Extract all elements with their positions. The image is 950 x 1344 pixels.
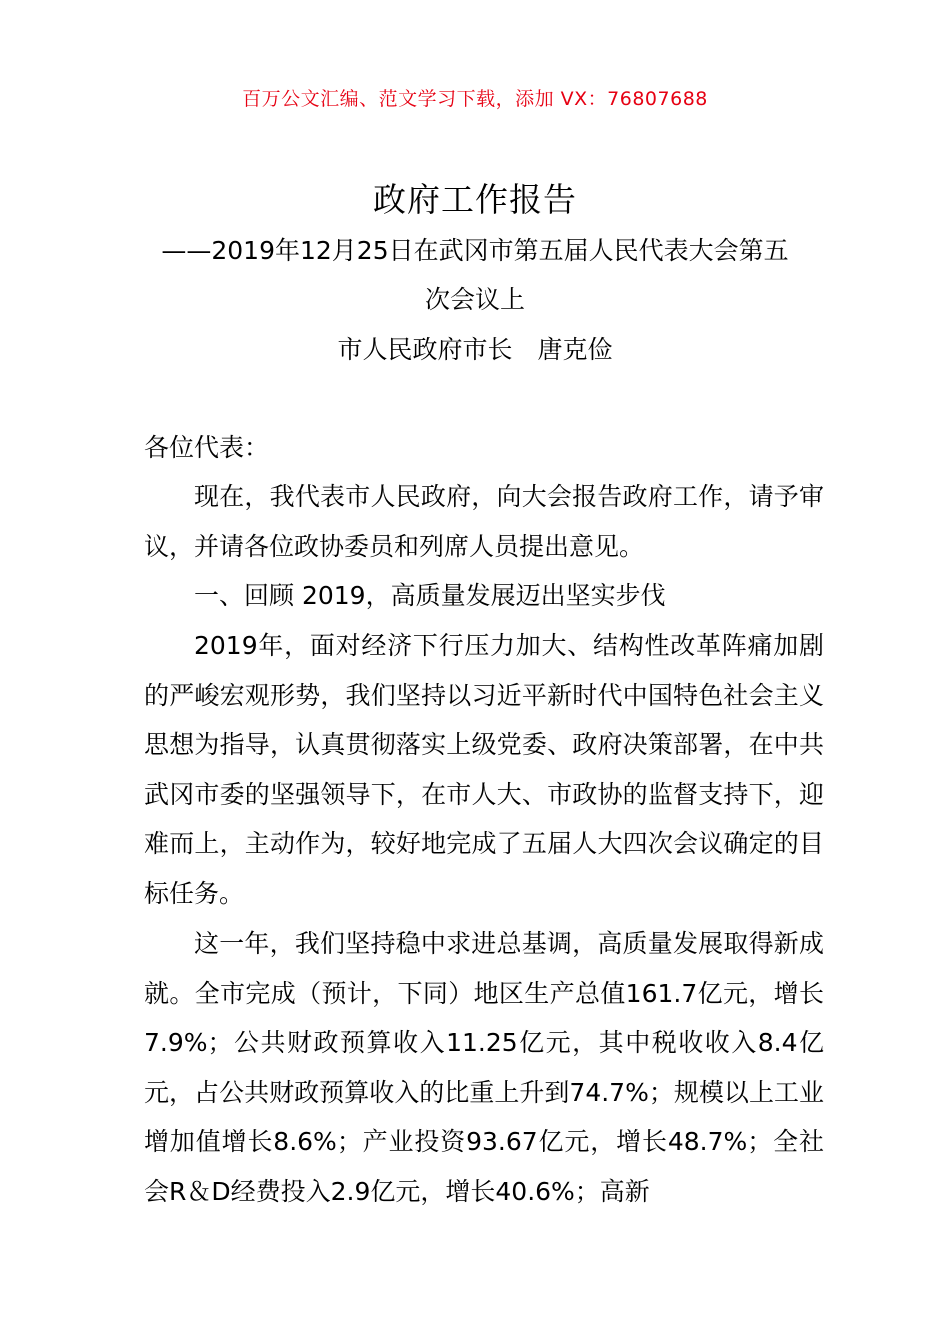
header-banner: 百万公文汇编、范文学习下载，添加 VX：76807688	[242, 88, 708, 110]
document-title: 政府工作报告	[373, 180, 577, 219]
subtitle-line-2: 次会议上	[424, 285, 525, 314]
section-heading: 一、回顾 2019，高质量发展迈出坚实步伐	[194, 581, 666, 610]
paragraph-review: 2019年，面对经济下行压力加大、结构性改革阵痛加剧的严峻宏观形势，我们坚持以习近平新时代中国特色社会主义思想为指导，认真贯彻落实上级党委、政府决策部署，在中共武冈市委的坚强领导下，在市人大、市政协的监督支持下，迎难而上，主动作为，较好地完成了五届人大四次会议确定的目标任务。	[144, 631, 824, 908]
paragraph-achievements: 这一年，我们坚持稳中求进总基调，高质量发展取得新成就。全市完成（预计，下同）地区生产总值161.7亿元，增长7.9%；公共财政预算收入11.25亿元，其中税收收入8.4亿元，占公共财政预算收入的比重上升到74.7%；规模以上工业增加值增长8.6%；产业投资93.67亿元，增长48.7%；全社会R＆D经费投入2.9亿元，增长40.6%；高新	[144, 929, 824, 1206]
subtitle-line-1: ——2019年12月25日在武冈市第五届人民代表大会第五	[161, 236, 789, 265]
author-line: 市人民政府市长 唐克俭	[337, 335, 613, 364]
salutation: 各位代表：	[144, 433, 270, 462]
paragraph-opening: 现在，我代表市人民政府，向大会报告政府工作，请予审议，并请各位政协委员和列席人员提出意见。	[144, 482, 824, 561]
